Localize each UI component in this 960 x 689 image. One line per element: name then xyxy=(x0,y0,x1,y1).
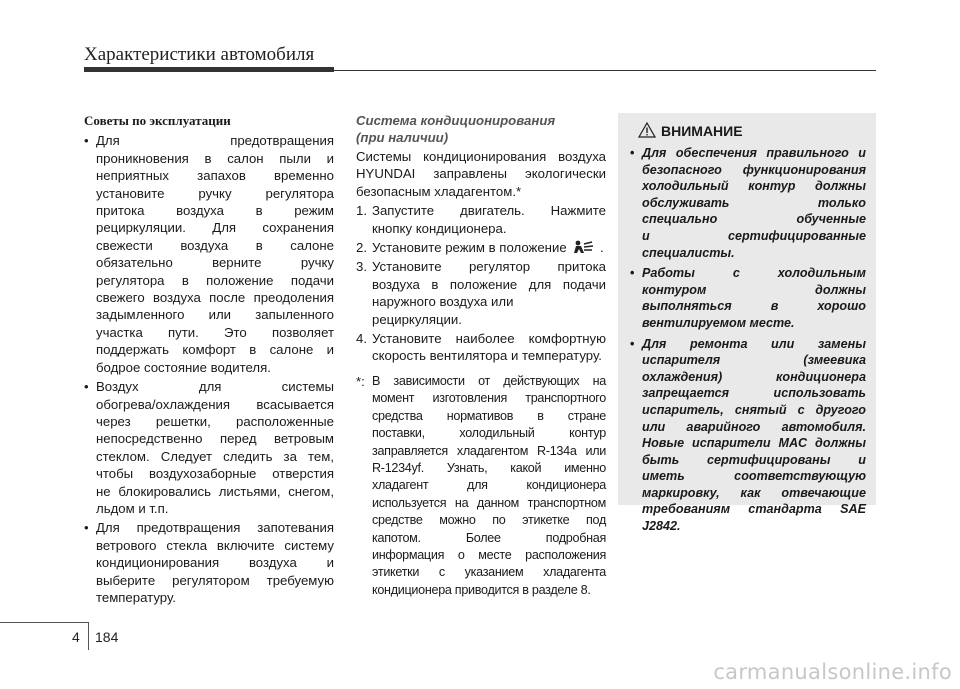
step-line: Установите регулятор притока xyxy=(372,259,606,275)
warning-line: иметь соответствующую xyxy=(642,469,866,484)
step-line: Установите наиболее комфортную xyxy=(372,331,606,347)
warning-line: испарителя (змеевика xyxy=(642,353,866,368)
ac-section-title xyxy=(356,112,606,146)
ac-title-line1: Система кондиционирования xyxy=(356,113,556,128)
tips-bullet-line: поддержать комфорт в салоне и xyxy=(96,342,334,358)
tips-bullet-line: бодрое состояние водителя. xyxy=(96,359,271,375)
warning-box xyxy=(618,113,876,534)
step-line: кнопку кондиционера. xyxy=(372,220,507,236)
tips-bullet-line: обогрева/охлаждения всасывается xyxy=(96,396,334,412)
tips-heading: Советы по эксплуатации xyxy=(84,113,231,128)
tips-bullet-line: свежего воздуха после преодоления xyxy=(96,290,334,306)
tips-bullet-line: • Для предотвращения запотевания xyxy=(96,520,334,536)
step-line: наружного воздуха или рециркуляции. xyxy=(372,294,514,327)
note-line: капотом. Более подробная xyxy=(372,530,606,545)
page-number: 184 xyxy=(95,629,119,645)
warning-line: вентилируемом месте. xyxy=(642,315,795,330)
warning-line: маркировку, как отвечающие xyxy=(642,485,866,500)
tips-bullet-line: через решетки, расположенные xyxy=(96,413,334,429)
header-rule xyxy=(84,70,876,71)
tips-bullet-line: стеклом. Следует следить за тем, xyxy=(96,448,334,464)
tips-bullet-line: проникновения в салон пыли и xyxy=(96,150,334,166)
tips-bullet-line: задымленного или запыленного xyxy=(96,307,334,323)
step-number: 2. xyxy=(356,240,367,256)
ac-title-line2: (при наличии) xyxy=(356,130,449,145)
ac-intro-line: безопасным хладагентом.* xyxy=(356,183,522,199)
warning-line: • Для ремонта или замены xyxy=(642,336,866,351)
note-line: средстве можно по этикетке под xyxy=(372,513,606,528)
warning-bullet xyxy=(630,265,866,331)
ac-step-3 xyxy=(356,258,606,328)
tips-column xyxy=(84,112,334,608)
note-line: поставки, холодильный контур xyxy=(372,426,606,441)
page-header-title: Характеристики автомобиля xyxy=(84,44,315,65)
ac-step-4 xyxy=(356,330,606,365)
tips-bullet-line: ветрового стекла включите систему xyxy=(96,537,334,553)
tips-bullet-line: льдом и т.п. xyxy=(96,500,169,516)
warning-line: требованиям стандарта SAE xyxy=(642,502,866,517)
warning-line: безопасного функционирования xyxy=(642,162,866,177)
tips-bullet-line: притока воздуха в режим xyxy=(96,203,334,219)
tips-bullet xyxy=(84,519,334,606)
tips-bullet xyxy=(84,132,334,376)
note-marker: *: xyxy=(356,373,365,389)
ac-step-2 xyxy=(356,239,606,256)
tips-bullet-line: установите ручку регулятора xyxy=(96,185,334,201)
step-number: 3. xyxy=(356,259,367,275)
note-text xyxy=(372,373,606,599)
step-text xyxy=(372,239,606,256)
step-line: Запустите двигатель. Нажмите xyxy=(372,203,606,219)
ac-intro-line: HYUNDAI заправлены экологически xyxy=(356,166,606,182)
note-line: R-1234yf. Узнать, какой именно xyxy=(372,460,606,475)
footer-rule xyxy=(0,622,88,623)
tips-bullet-line: участка пути. Это позволяет xyxy=(96,324,334,340)
warning-bullet xyxy=(630,145,866,261)
refrigerant-note xyxy=(356,373,606,599)
note-line: кондиционера приводится в разделе 8. xyxy=(372,582,591,597)
warning-line: запрещается использовать xyxy=(642,386,866,401)
tips-bullet-line: рециркуляции. Для сохранения xyxy=(96,220,334,236)
step-text xyxy=(372,202,606,237)
warning-triangle-icon xyxy=(638,122,656,138)
warning-line: специалисты. xyxy=(642,245,735,260)
warning-title: ВНИМАНИЕ xyxy=(661,123,743,139)
tips-bullet-line: температуру. xyxy=(96,589,176,605)
warning-line: и сертифицированные xyxy=(642,228,866,243)
watermark: carmanualsonline.info xyxy=(713,660,952,684)
warning-list xyxy=(630,145,866,539)
note-line: средства нормативов в стране xyxy=(372,408,606,423)
tips-bullet xyxy=(84,378,334,517)
tips-bullet-line: кондиционирования воздуха и xyxy=(96,555,334,571)
step-number: 4. xyxy=(356,331,367,347)
tips-bullet-line: не блокировались листьями, снегом, xyxy=(96,483,334,499)
warning-line: Новые испарители MAC должны xyxy=(642,436,866,451)
tips-bullet-line: • Для предотвращения xyxy=(96,133,334,149)
step-line: скорость вентилятора и температуру. xyxy=(372,348,602,364)
warning-line: холодильный контур должны xyxy=(642,179,866,194)
warning-line: • Для обеспечения правильного и xyxy=(642,146,866,160)
warning-line: специально обученные xyxy=(642,212,866,227)
ac-intro-line: Системы кондиционирования воздуха xyxy=(356,149,606,164)
step-line: воздуха в положение для подачи xyxy=(372,276,606,292)
ac-step-1 xyxy=(356,202,606,237)
step-text-after: . xyxy=(600,240,604,256)
note-line: этикетки с указанием хладагента xyxy=(372,565,606,580)
tips-bullet-line: выберите регулятором требуемую xyxy=(96,572,334,588)
step-text xyxy=(372,330,606,365)
tips-bullet-line: обязательно верните ручку xyxy=(96,255,334,271)
step-text xyxy=(372,258,606,328)
note-line: используется на данном транспортном xyxy=(372,495,606,510)
warning-line: выполняться в хорошо xyxy=(642,299,866,314)
warning-line: J2842. xyxy=(642,519,681,534)
tips-bullet-line: • Воздух для системы xyxy=(96,379,334,395)
tips-bullet-line: регулятора в положение подачи xyxy=(96,272,334,288)
warning-line: • Работы с холодильным xyxy=(642,266,866,281)
tips-bullet-line: непосредственно перед ветровым xyxy=(96,431,334,447)
ac-column xyxy=(356,112,606,599)
note-line: информация о месте расположения xyxy=(372,547,606,562)
warning-bullet xyxy=(630,336,866,535)
footer-divider xyxy=(88,622,89,650)
note-line: момент изготовления транспортного xyxy=(372,391,606,406)
note-line: заправляется хладагентом R-134a или xyxy=(372,443,606,458)
note-line: хладагент для кондиционера xyxy=(372,478,606,493)
step-text-before: Установите режим в положение xyxy=(372,240,567,256)
tips-bullet-line: чтобы воздухозаборные отверстия xyxy=(96,466,334,482)
note-line: В зависимости от действующих на xyxy=(372,373,606,388)
tips-list xyxy=(84,132,334,606)
warning-line: быть сертифицированы и xyxy=(642,452,866,467)
tips-bullet-line: свежести воздуха в салоне xyxy=(96,237,334,253)
section-number: 4 xyxy=(72,629,80,645)
warning-line: обслуживать только xyxy=(642,195,866,210)
tips-bullet-line: неприятных запахов временно xyxy=(96,168,334,184)
warning-line: контуром должны xyxy=(642,282,866,297)
warning-line: испаритель, снятый с другого xyxy=(642,402,866,417)
vent-mode-icon xyxy=(572,240,594,254)
step-number: 1. xyxy=(356,203,367,219)
warning-line: или аварийного автомобиля. xyxy=(642,419,866,434)
ac-intro xyxy=(356,148,606,200)
warning-line: охлаждения) кондиционера xyxy=(642,369,866,384)
